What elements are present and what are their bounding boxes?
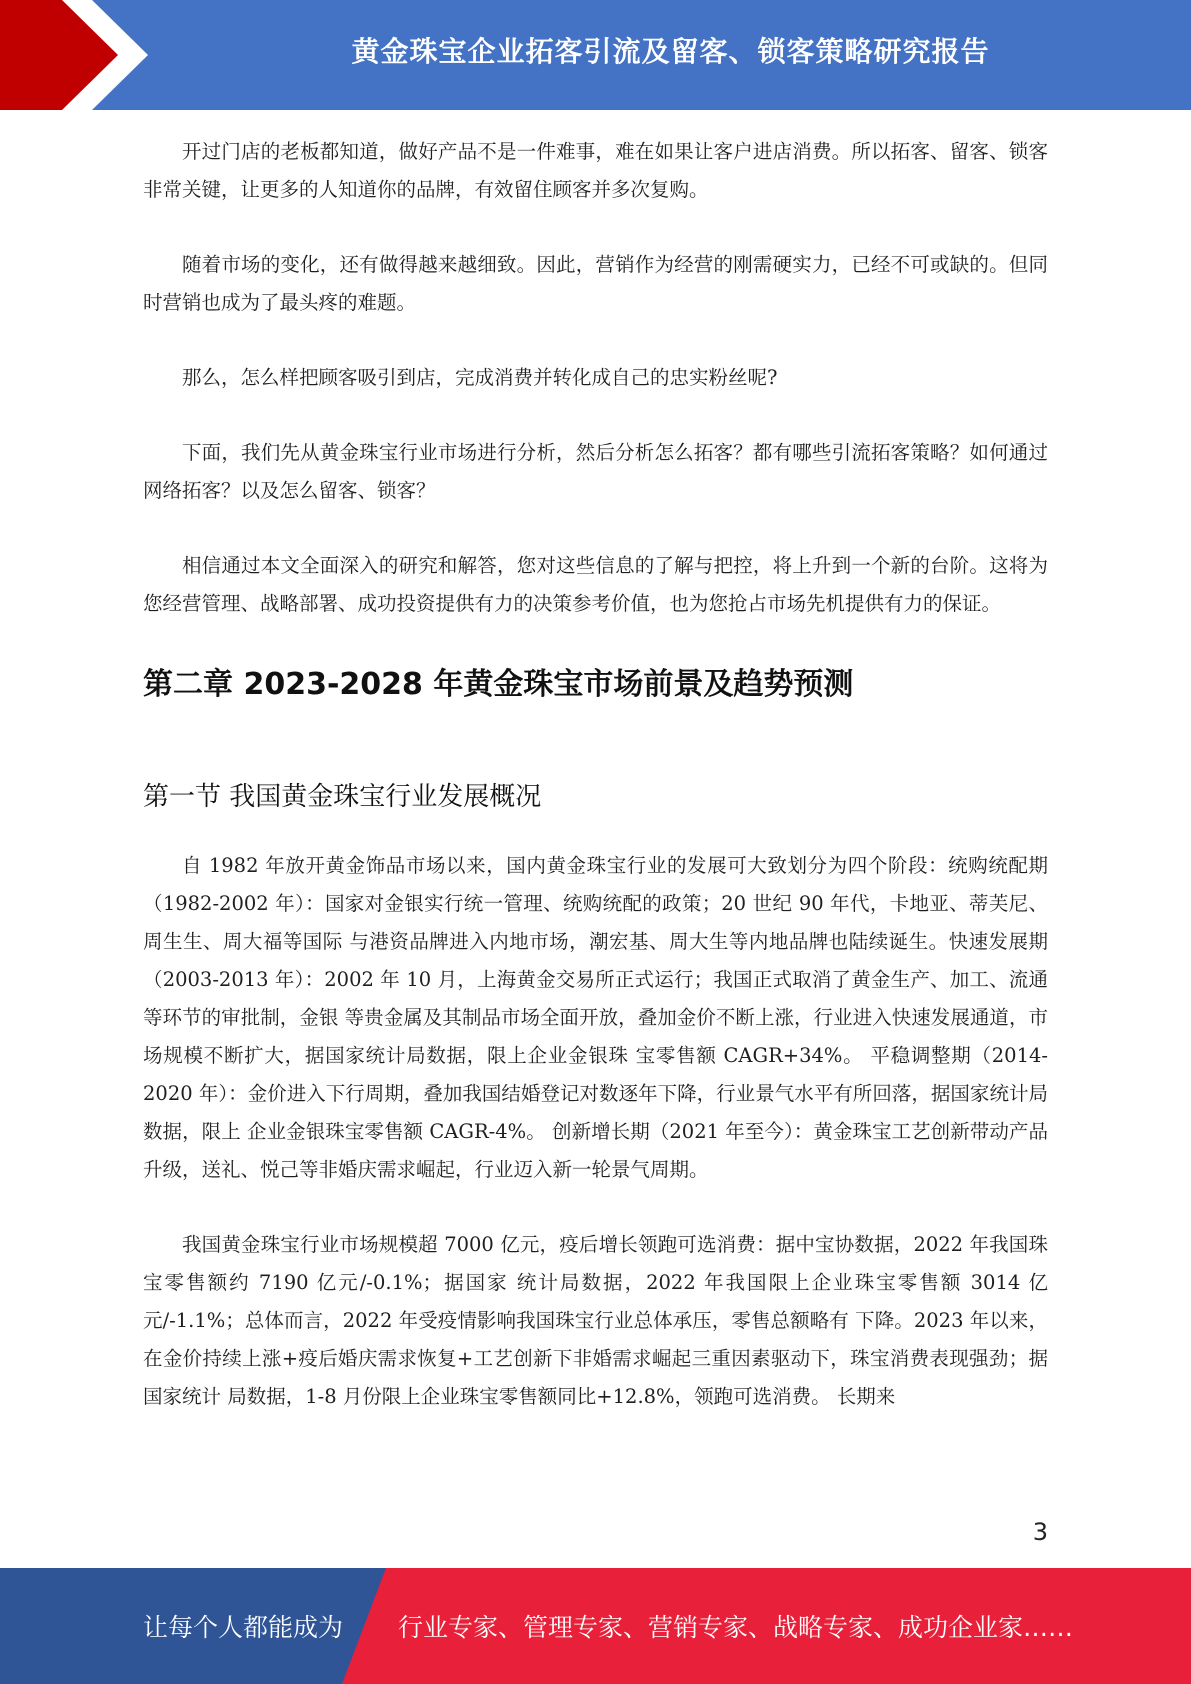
page-footer xyxy=(0,1568,1191,1684)
chapter-heading: 第二章 2023-2028 年黄金珠宝市场前景及趋势预测 xyxy=(143,667,854,702)
intro-paragraph: 随着市场的变化，还有做得越来越细致。因此，营销作为经营的刚需硬实力，已经不可或缺的。但同时营销也成为了最头疼的难题。 xyxy=(143,253,1048,314)
page-header xyxy=(0,0,1191,110)
intro-paragraph: 开过门店的老板都知道，做好产品不是一件难事，难在如果让客户进店消费。所以拓客、留客、锁客非常关键，让更多的人知道你的品牌，有效留住顾客并多次复购。 xyxy=(143,140,1048,201)
header-red-arrow-decoration xyxy=(0,0,160,110)
section-heading: 第一节 我国黄金珠宝行业发展概况 xyxy=(143,782,542,812)
intro-paragraph: 相信通过本文全面深入的研究和解答，您对这些信息的了解与把控，将上升到一个新的台阶。这将为您经营管理、战略部署、成功投资提供有力的决策参考价值，也为您抢占市场先机提供有力的保证。 xyxy=(143,554,1048,615)
intro-paragraph: 那么，怎么样把顾客吸引到店，完成消费并转化成自己的忠实粉丝呢? xyxy=(182,366,778,389)
report-title: 黄金珠宝企业拓客引流及留客、锁客策略研究报告 xyxy=(351,35,990,68)
footer-slogan-right: 行业专家、管理专家、营销专家、战略专家、成功企业家…… xyxy=(398,1613,1074,1642)
page-number: 3 xyxy=(1032,1518,1048,1546)
document-body xyxy=(143,133,1048,1453)
intro-paragraph: 下面，我们先从黄金珠宝行业市场进行分析，然后分析怎么拓客？都有哪些引流拓客策略？如何通过网络拓客？以及怎么留客、锁客？ xyxy=(143,441,1048,502)
footer-slogan-left: 让每个人都能成为 xyxy=(143,1613,344,1642)
section-paragraph: 我国黄金珠宝行业市场规模超 7000 亿元，疫后增长领跑可选消费：据中宝协数据，2022 年我国珠宝零售额约 7190 亿元/-0.1%；据国家 统计局数据，2022 年我国限上企业珠宝零售额 3014 亿元/-1.1%；总体而言，2022 年受疫情影响我国珠宝行业总体承压，零售总额略有 下降。2023 年以来，在金价持续上涨+疫后婚庆需求恢复+工艺创新下非婚需求崛起三重因素驱动下，珠宝消费表现强劲；据国家统计 局数据，1-8 月份限上企业珠宝零售额同比+12.8%，领跑可选消费。 长期来 xyxy=(143,1233,1048,1408)
section-paragraph: 自 1982 年放开黄金饰品市场以来，国内黄金珠宝行业的发展可大致划分为四个阶段：统购统配期（1982-2002 年）：国家对金银实行统一管理、统购统配的政策；20 世纪 90 年代，卡地亚、蒂芙尼、周生生、周大福等国际 与港资品牌进入内地市场，潮宏基、周大生等内地品牌也陆续诞生。快速发展期（2003-2013 年）：2002 年 10 月，上海黄金交易所正式运行；我国正式取消了黄金生产、加工、流通等环节的审批制，金银 等贵金属及其制品市场全面开放，叠加金价不断上涨，行业进入快速发展通道，市场规模不断扩大，据国家统计局数据，限上企业金银珠 宝零售额 CAGR+34%。 平稳调整期（2014-2020 年）：金价进入下行周期，叠加我国结婚登记对数逐年下降，行业景气水平有所回落，据国家统计局数据，限上 企业金银珠宝零售额 CAGR-4%。 创新增长期（2021 年至今）：黄金珠宝工艺创新带动产品升级，送礼、悦己等非婚庆需求崛起，行业迈入新一轮景气周期。 xyxy=(143,854,1048,1181)
